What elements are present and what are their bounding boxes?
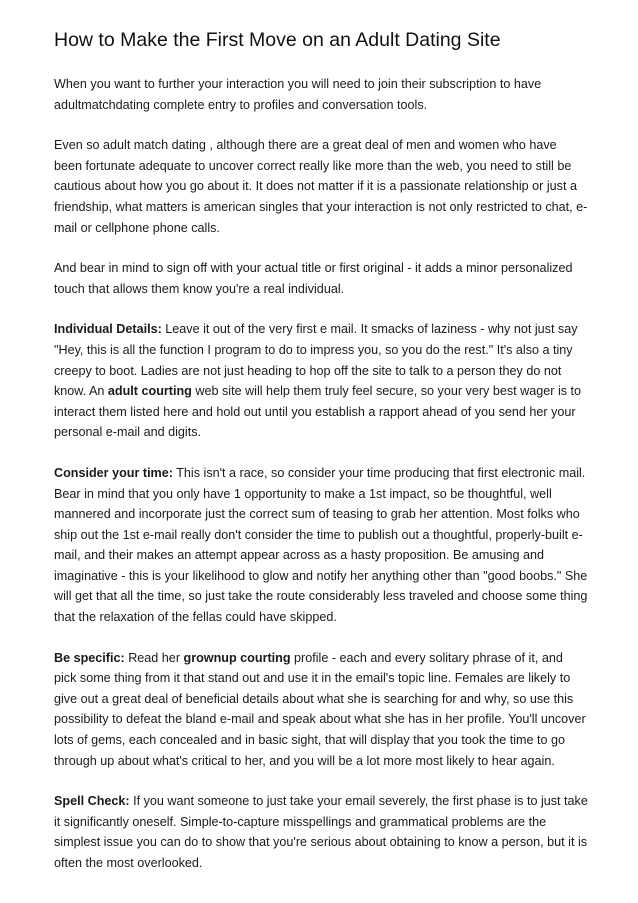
section-heading: Individual Details:: [54, 322, 162, 337]
bold-phrase: adult courting: [107, 384, 192, 399]
paragraph-text: This isn't a race, so consider your time producing that first electronic mail. Bear in mind that you only have 1 opportunity to make a 1st impact, so be thoughtful, well mannered and incorporate just the correct sum of teasing to grab her attention. Most folks who ship out the 1st e-mail really don't consider the time to publish out a thoughtful, properly-built e-mail, and their makes an attempt appear across as a hasty proposition. Be amusing and imaginative - this is your likelihood to glow and notify her anything other than "good boobs." She will get that all the time, so just take the route considerably less traveled and choose some thing that the relaxation of the fellas could have skipped.: [54, 465, 588, 625]
paragraph-consider-time: [54, 463, 588, 628]
section-heading: Spell Check:: [54, 794, 130, 809]
paragraph-text: Read her: [124, 650, 184, 665]
paragraph-intro: [54, 74, 588, 115]
page-title: How to Make the First Move on an Adult Dating Site: [54, 29, 501, 51]
paragraph-text: When you want to further your interaction you will need to join their subscription to have adultmatchdating complete entry to profiles and conversation tools.: [54, 77, 542, 112]
paragraph-text: Leave it out of the very first e mail. It smacks of laziness - why not just say "Hey, this is all the function I program to do to impress you, so you do the rest." It's also a tiny creepy to boot. Ladies are not just heading to hop off the site to talk to a person they do not know. An: [54, 322, 578, 399]
paragraph-text: If you want someone to just take your email severely, the first phase is to just take it significantly oneself. Simple-to-capture misspellings and grammatical problems are the simplest issue you can do to show that you're serious about obtaining to know a person, but it is often the most overlooked.: [54, 794, 588, 870]
paragraph-text: Even so adult match dating , although there are a great deal of men and women who have been fortunate adequate to uncover correct really like more than the web, you need to still be cautious about how you go about it. It does not matter if it is a passionate relationship or just a friendship, what matters is american singles that your interaction is not only restricted to chat, e-mail or cellphone phone calls.: [54, 138, 588, 235]
paragraph-caution: [54, 135, 588, 238]
paragraph-text: profile - each and every solitary phrase of it, and pick some thing from it that stand out and use it in the email's topic line. Females are likely to give out a great deal of beneficial details about what she is searching for and why, so use this possibility to defeat the bland e-mail and speak about what she has in her profile. You'll uncover lots of gems, each concealed and in basic sight, that will display that you took the time to go through up about what's critical to her, and you will be a lot more most likely to hear again.: [54, 650, 586, 768]
section-heading: Be specific:: [54, 650, 125, 665]
paragraph-sign-off: [54, 258, 588, 299]
bold-phrase: grownup courting: [183, 650, 291, 665]
paragraph-spell-check: [54, 791, 588, 873]
paragraph-text: web site will help them truly feel secure, so your very best wager is to interact them listed here and hold out until you establish a rapport ahead of you send her your personal e-mail and digits.: [54, 384, 582, 440]
section-heading: Consider your time:: [54, 465, 173, 480]
paragraph-individual-details: [54, 319, 588, 443]
paragraph-text: And bear in mind to sign off with your actual title or first original - it adds a minor personalized touch that allows them know you're a real individual.: [54, 261, 573, 296]
paragraph-be-specific: [54, 648, 588, 772]
